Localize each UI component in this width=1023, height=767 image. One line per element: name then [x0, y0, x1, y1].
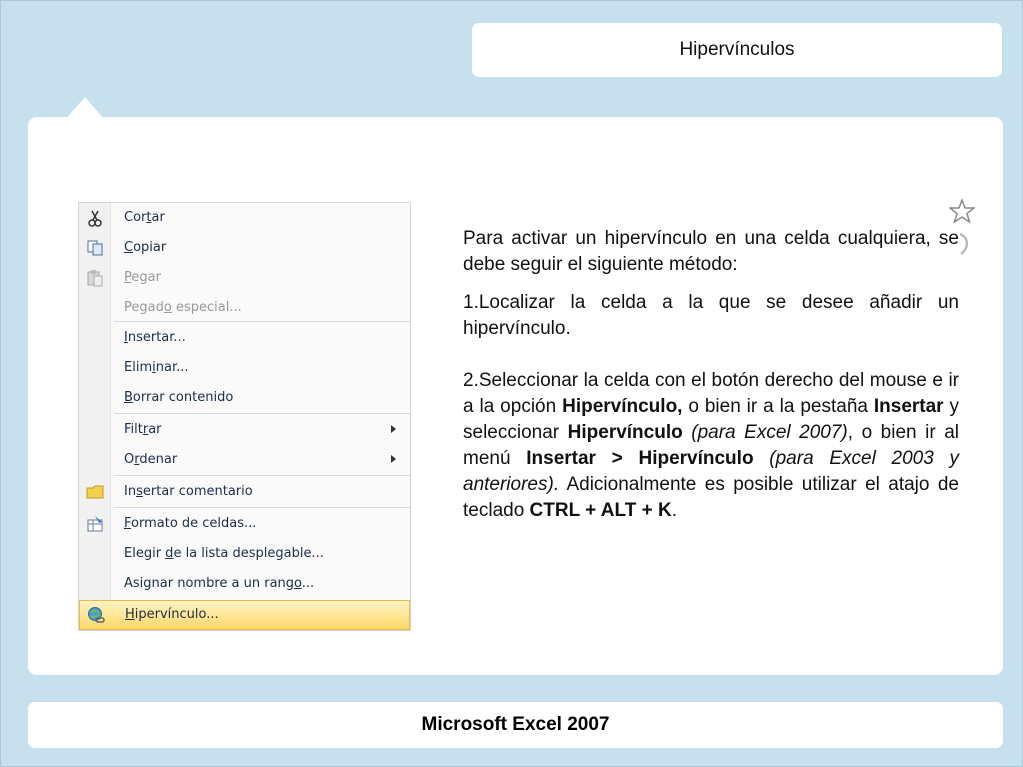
slide-title-box — [472, 23, 1002, 77]
step-two-text — [754, 448, 770, 469]
step-two-text: o bien ir a la pestaña — [682, 396, 874, 417]
menu-item-pegado-especial[interactable] — [79, 294, 410, 324]
menu-item-pegar[interactable] — [79, 264, 410, 294]
menu-item-elegir-de-la-lista-desplegable[interactable] — [79, 540, 410, 570]
italic-excel-2007: (para Excel 2007) — [691, 422, 848, 443]
footer-box — [28, 702, 1003, 748]
submenu-arrow-icon — [391, 425, 396, 433]
menu-item-label: Insertar comentario — [124, 484, 253, 499]
menu-item-cortar[interactable] — [79, 204, 410, 234]
step-two-text: . — [671, 500, 677, 521]
bold-hipervinculo-option: Hipervínculo — [567, 422, 683, 443]
step-two-text: , o bien ir al menú — [463, 422, 959, 469]
menu-item-label: Borrar contenido — [124, 390, 234, 405]
step-two-paragraph — [463, 368, 959, 524]
menu-item-asignar-nombre-a-un-rango[interactable] — [79, 570, 410, 600]
comment-icon — [86, 483, 104, 501]
content-tab-notch — [66, 97, 104, 119]
step-two-text: Adicionalmente es posible utilizar el atajo de teclado — [463, 474, 959, 521]
bold-hipervinculo: Hipervínculo, — [562, 396, 683, 417]
page-curl-icon — [957, 232, 971, 256]
menu-item-borrar-contenido[interactable] — [79, 384, 410, 414]
bold-menu-path: Insertar > Hipervínculo — [526, 448, 754, 469]
menu-item-hipervínculo[interactable] — [79, 600, 410, 630]
menu-item-label: Asignar nombre a un rango... — [124, 576, 315, 591]
bold-insertar-tab: Insertar — [873, 396, 944, 417]
step-one-paragraph: 1.Localizar la celda a la que se desee añadir un hipervínculo. — [463, 292, 959, 339]
menu-item-label: Hipervínculo... — [125, 607, 219, 622]
menu-item-label: Filtrar — [124, 422, 162, 437]
menu-item-label: Pegado especial... — [124, 300, 242, 315]
step-two-text: y seleccionar — [463, 396, 959, 443]
menu-item-eliminar[interactable] — [79, 354, 410, 384]
menu-item-ordenar[interactable] — [79, 446, 410, 476]
bold-shortcut: CTRL + ALT + K — [529, 500, 672, 521]
format-cells-icon — [86, 515, 104, 533]
scissors-icon — [86, 209, 104, 227]
menu-item-copiar[interactable] — [79, 234, 410, 264]
menu-item-label: Elegir de la lista desplegable... — [124, 546, 324, 561]
menu-item-label: Insertar... — [124, 330, 186, 345]
menu-item-filtrar[interactable] — [79, 416, 410, 446]
menu-item-label: Ordenar — [124, 452, 178, 467]
menu-item-label: Eliminar... — [124, 360, 189, 375]
submenu-arrow-icon — [391, 455, 396, 463]
star-icon — [949, 198, 975, 224]
menu-item-insertar[interactable] — [79, 324, 410, 354]
menu-item-label: Formato de celdas... — [124, 516, 257, 531]
italic-excel-2003: (para Excel 2003 y anteriores). — [463, 448, 960, 495]
menu-item-label: Pegar — [124, 270, 161, 285]
menu-item-label: Cortar — [124, 210, 165, 225]
hyperlink-icon — [87, 606, 105, 624]
menu-item-insertar-comentario[interactable] — [79, 478, 410, 508]
slide-title: Hipervínculos — [679, 39, 795, 60]
paste-icon — [86, 269, 104, 287]
footer-title: Microsoft Excel 2007 — [421, 714, 610, 735]
menu-item-formato-de-celdas[interactable] — [79, 510, 410, 540]
menu-item-label: Copiar — [124, 240, 167, 255]
intro-paragraph: Para activar un hipervínculo en una celda cualquiera, se debe seguir el siguiente método: — [463, 228, 959, 275]
step-two-text — [683, 422, 692, 443]
instructions-text — [463, 226, 959, 524]
step-two-text: 2.Seleccionar la celda con el botón derecho del mouse e ir a la opción — [463, 370, 959, 417]
context-menu — [78, 202, 411, 631]
copy-icon — [86, 239, 104, 257]
